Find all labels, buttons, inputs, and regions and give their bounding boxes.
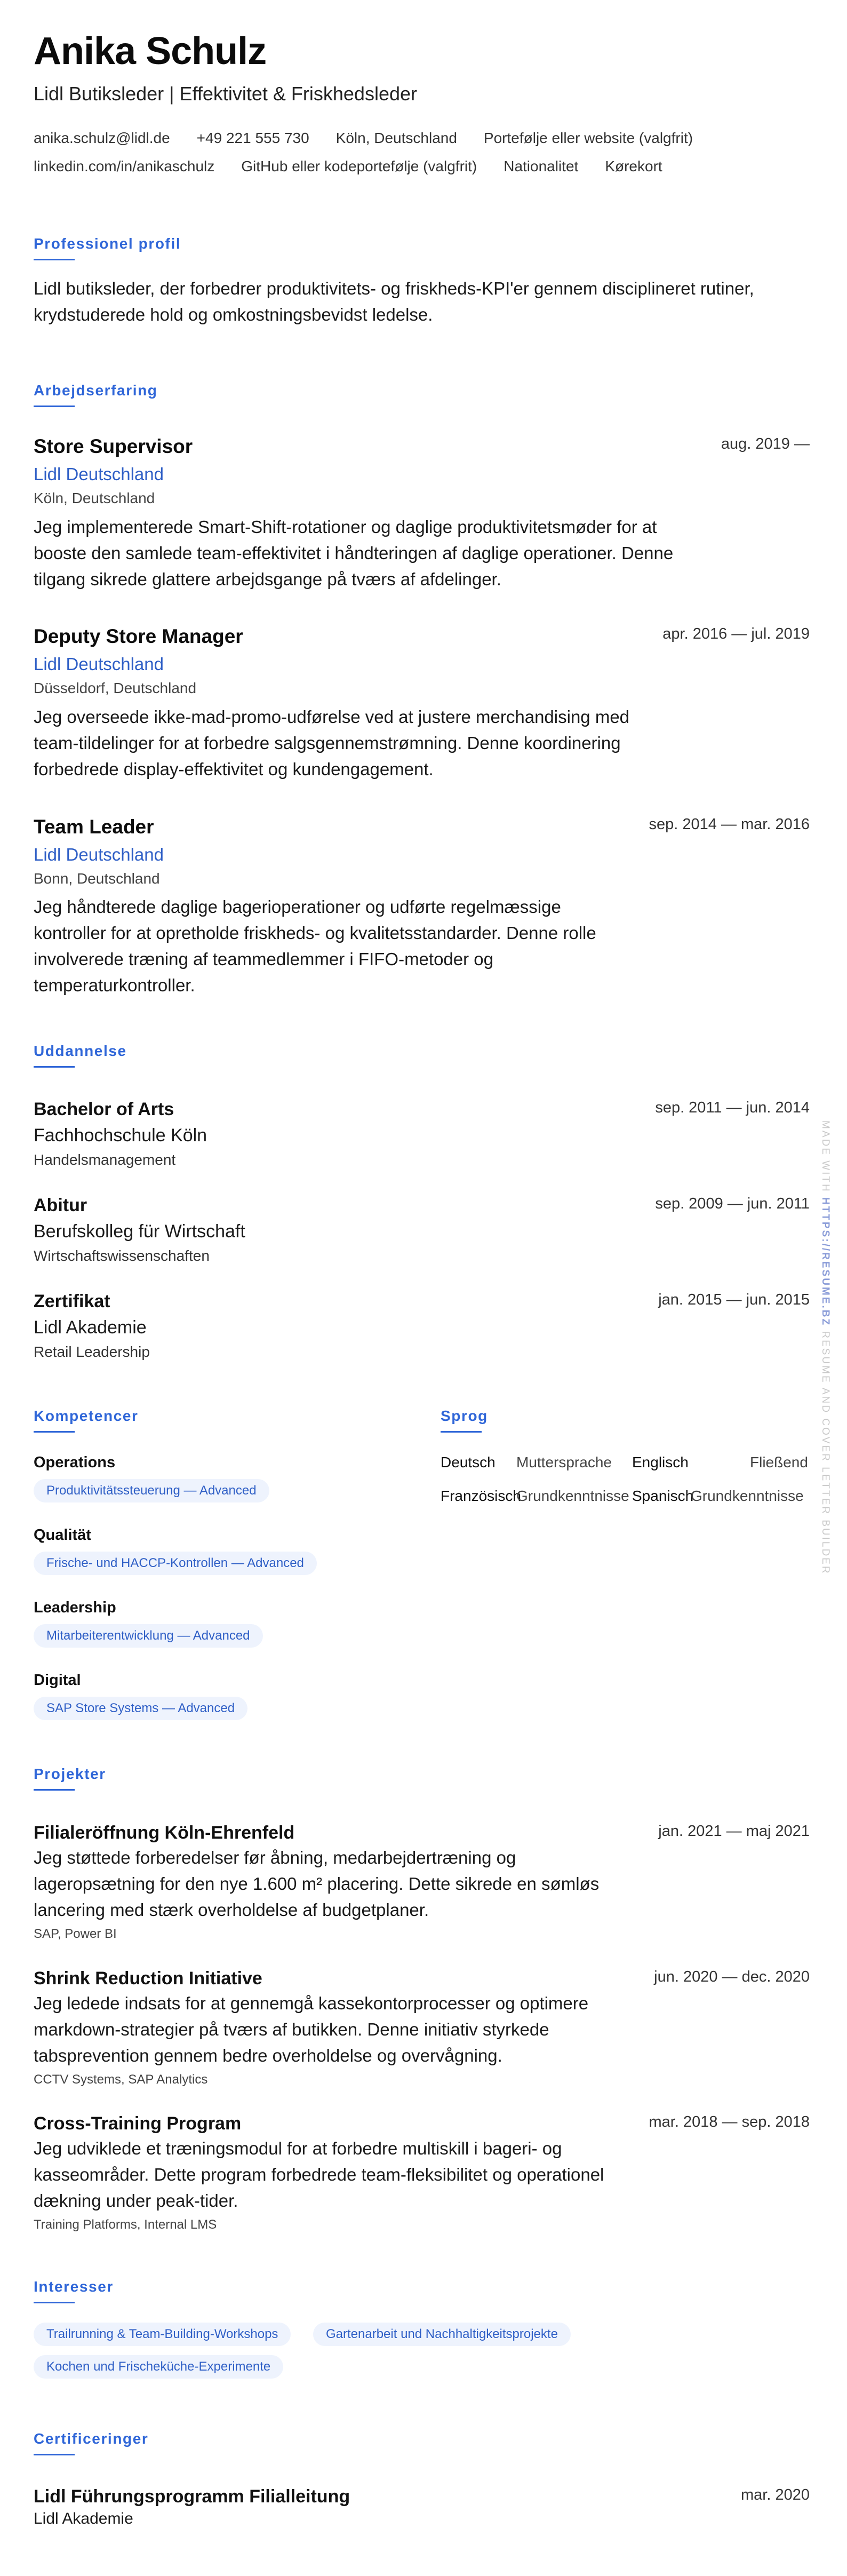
watermark-prefix: MADE WITH bbox=[820, 1120, 831, 1197]
job-location: Bonn, Deutschland bbox=[34, 870, 160, 887]
section-title-profile: Professionel profil bbox=[34, 235, 181, 252]
language-name: Französisch bbox=[441, 1488, 521, 1504]
job-company: Lidl Deutschland bbox=[34, 464, 164, 484]
job-date: sep. 2014 — mar. 2016 bbox=[649, 816, 810, 833]
section-rule bbox=[34, 259, 75, 260]
watermark-link[interactable]: HTTPS://RESUME.BZ bbox=[820, 1197, 831, 1327]
education-date: jan. 2015 — jun. 2015 bbox=[658, 1291, 810, 1308]
job-title: Deputy Store Manager bbox=[34, 625, 243, 647]
education-school: Fachhochschule Köln bbox=[34, 1125, 207, 1146]
project-title: Cross-Training Program bbox=[34, 2113, 242, 2134]
section-title-education: Uddannelse bbox=[34, 1043, 127, 1059]
portfolio-link[interactable]: Portefølje eller website (valgfrit) bbox=[483, 130, 693, 146]
education-field: Wirtschaftswissenschaften bbox=[34, 1247, 210, 1264]
project-tech: CCTV Systems, SAP Analytics bbox=[34, 2072, 208, 2087]
builder-watermark bbox=[820, 1120, 830, 1575]
drivers-license-text: Kørekort bbox=[605, 158, 662, 174]
language-level: Grundkenntnisse bbox=[516, 1488, 629, 1504]
education-date: sep. 2011 — jun. 2014 bbox=[655, 1099, 810, 1116]
job-location: Köln, Deutschland bbox=[34, 490, 155, 506]
phone-link[interactable]: +49 221 555 730 bbox=[196, 130, 309, 146]
nationality-text: Nationalitet bbox=[504, 158, 579, 174]
education-degree: Bachelor of Arts bbox=[34, 1099, 174, 1119]
github-link[interactable]: GitHub eller kodeportefølje (valgfrit) bbox=[241, 158, 477, 174]
section-title-projects: Projekter bbox=[34, 1766, 106, 1782]
education-degree: Abitur bbox=[34, 1195, 87, 1215]
job-date: aug. 2019 — bbox=[721, 435, 810, 452]
project-tech: SAP, Power BI bbox=[34, 1927, 117, 1941]
education-degree: Zertifikat bbox=[34, 1291, 110, 1311]
skill-group-name: Operations bbox=[34, 1454, 116, 1471]
project-title: Shrink Reduction Initiative bbox=[34, 1968, 262, 1989]
language-name: Englisch bbox=[632, 1454, 689, 1470]
language-name: Spanisch bbox=[632, 1488, 694, 1504]
section-rule bbox=[34, 2302, 75, 2303]
project-description: Jeg støttede forberedelser før åbning, medarbejdertræning og lageropsætning for den nye 1.600 m² placering. Dette sikrede en sømløs lancering med stærk overholdelse af budgetplaner. bbox=[34, 1848, 600, 1920]
skill-chip: Produktivitätssteuerung — Advanced bbox=[34, 1479, 269, 1502]
section-rule bbox=[34, 1431, 75, 1433]
interest-chip: Gartenarbeit und Nachhaltigkeitsprojekte bbox=[313, 2323, 571, 2346]
certification-name: Lidl Führungsprogramm Filialleitung bbox=[34, 2486, 350, 2507]
job-company: Lidl Deutschland bbox=[34, 654, 164, 674]
project-description: Jeg udviklede et træningsmodul for at forbedre multiskill i bageri- og kasseområder. Dette program forbedrede team-fleksibilitet og operationel dækning under peak-tider. bbox=[34, 2138, 604, 2211]
language-name: Deutsch bbox=[441, 1454, 496, 1470]
project-date: jan. 2021 — maj 2021 bbox=[658, 1823, 810, 1840]
section-title-interests: Interesser bbox=[34, 2278, 114, 2295]
job-description: Jeg håndterede daglige bagerioperationer og udførte regelmæssige kontroller for at opretholde friskheds- og kvalitetsstandarder. Denne rolle involverede træning af teammedlemmer i FIFO-metoder og temperaturkontroller. bbox=[34, 897, 596, 995]
candidate-name: Anika Schulz bbox=[34, 30, 267, 73]
job-description: Jeg overseede ikke-mad-promo-udførelse ved at justere merchandising med team-tildelinger for at forbedre salgsgennemstrømning. Denne koordinering forbedrede display-effektivitet og kundengagement. bbox=[34, 707, 630, 779]
section-rule bbox=[34, 2454, 75, 2455]
skill-chip: SAP Store Systems — Advanced bbox=[34, 1697, 247, 1720]
skill-group-name: Digital bbox=[34, 1672, 81, 1689]
education-field: Retail Leadership bbox=[34, 1343, 150, 1360]
section-rule bbox=[34, 1066, 75, 1068]
email-link[interactable]: anika.schulz@lidl.de bbox=[34, 130, 170, 146]
section-rule bbox=[34, 406, 75, 407]
section-rule bbox=[34, 1789, 75, 1791]
job-title: Store Supervisor bbox=[34, 435, 193, 457]
job-description: Jeg implementerede Smart-Shift-rotationer og daglige produktivitetsmøder for at booste den samlede team-effektivitet i håndteringen af daglige operationer. Denne tilgang sikrede glattere arbejdsgange på tværs af afdelinger. bbox=[34, 517, 674, 589]
job-title: Team Leader bbox=[34, 816, 154, 838]
skill-chip: Mitarbeiterentwicklung — Advanced bbox=[34, 1624, 263, 1648]
skill-group-name: Leadership bbox=[34, 1599, 116, 1616]
education-school: Berufskolleg für Wirtschaft bbox=[34, 1221, 245, 1242]
project-description: Jeg ledede indsats for at gennemgå kassekontorprocesser og optimere markdown-strategier på tværs af butikken. Denne initiativ styrkede tabsprevention gennem bedre overholdelse og overvågning. bbox=[34, 1993, 589, 2065]
education-field: Handelsmanagement bbox=[34, 1151, 176, 1168]
section-title-languages: Sprog bbox=[441, 1408, 488, 1424]
language-level: Muttersprache bbox=[516, 1454, 612, 1470]
contact-row-primary bbox=[34, 131, 720, 146]
project-title: Filialeröffnung Köln-Ehrenfeld bbox=[34, 1823, 295, 1843]
certification-date: mar. 2020 bbox=[741, 2486, 810, 2503]
job-date: apr. 2016 — jul. 2019 bbox=[662, 625, 810, 642]
profile-text: Lidl butiksleder, der forbedrer produktivitets- og friskheds-KPI'er gennem disciplineret rutiner, krydstuderede hold og omkostningsbevidst ledelse. bbox=[34, 279, 754, 324]
project-date: jun. 2020 — dec. 2020 bbox=[654, 1968, 810, 1985]
linkedin-link[interactable]: linkedin.com/in/anikaschulz bbox=[34, 158, 215, 174]
watermark-suffix: RESUME AND COVER LETTER BUILDER bbox=[820, 1326, 831, 1575]
location-text: Köln, Deutschland bbox=[335, 130, 457, 146]
contact-row-secondary bbox=[34, 159, 689, 174]
language-level: Grundkenntnisse bbox=[691, 1488, 804, 1504]
interest-chip: Trailrunning & Team-Building-Workshops bbox=[34, 2323, 291, 2346]
education-school: Lidl Akademie bbox=[34, 1317, 147, 1338]
certification-issuer: Lidl Akademie bbox=[34, 2510, 133, 2527]
job-location: Düsseldorf, Deutschland bbox=[34, 680, 197, 696]
section-title-certifications: Certificeringer bbox=[34, 2430, 149, 2447]
section-title-skills: Kompetencer bbox=[34, 1408, 139, 1424]
candidate-headline: Lidl Butiksleder | Effektivitet & Friskhedsleder bbox=[34, 83, 417, 105]
section-title-experience: Arbejdserfaring bbox=[34, 382, 158, 399]
project-date: mar. 2018 — sep. 2018 bbox=[649, 2113, 810, 2130]
interest-chip: Kochen und Frischeküche-Experimente bbox=[34, 2355, 283, 2379]
language-level: Fließend bbox=[750, 1454, 808, 1470]
job-company: Lidl Deutschland bbox=[34, 845, 164, 864]
project-tech: Training Platforms, Internal LMS bbox=[34, 2217, 217, 2232]
education-date: sep. 2009 — jun. 2011 bbox=[655, 1195, 810, 1212]
skill-chip: Frische- und HACCP-Kontrollen — Advanced bbox=[34, 1552, 317, 1575]
section-rule bbox=[441, 1431, 482, 1433]
skill-group-name: Qualität bbox=[34, 1526, 91, 1544]
